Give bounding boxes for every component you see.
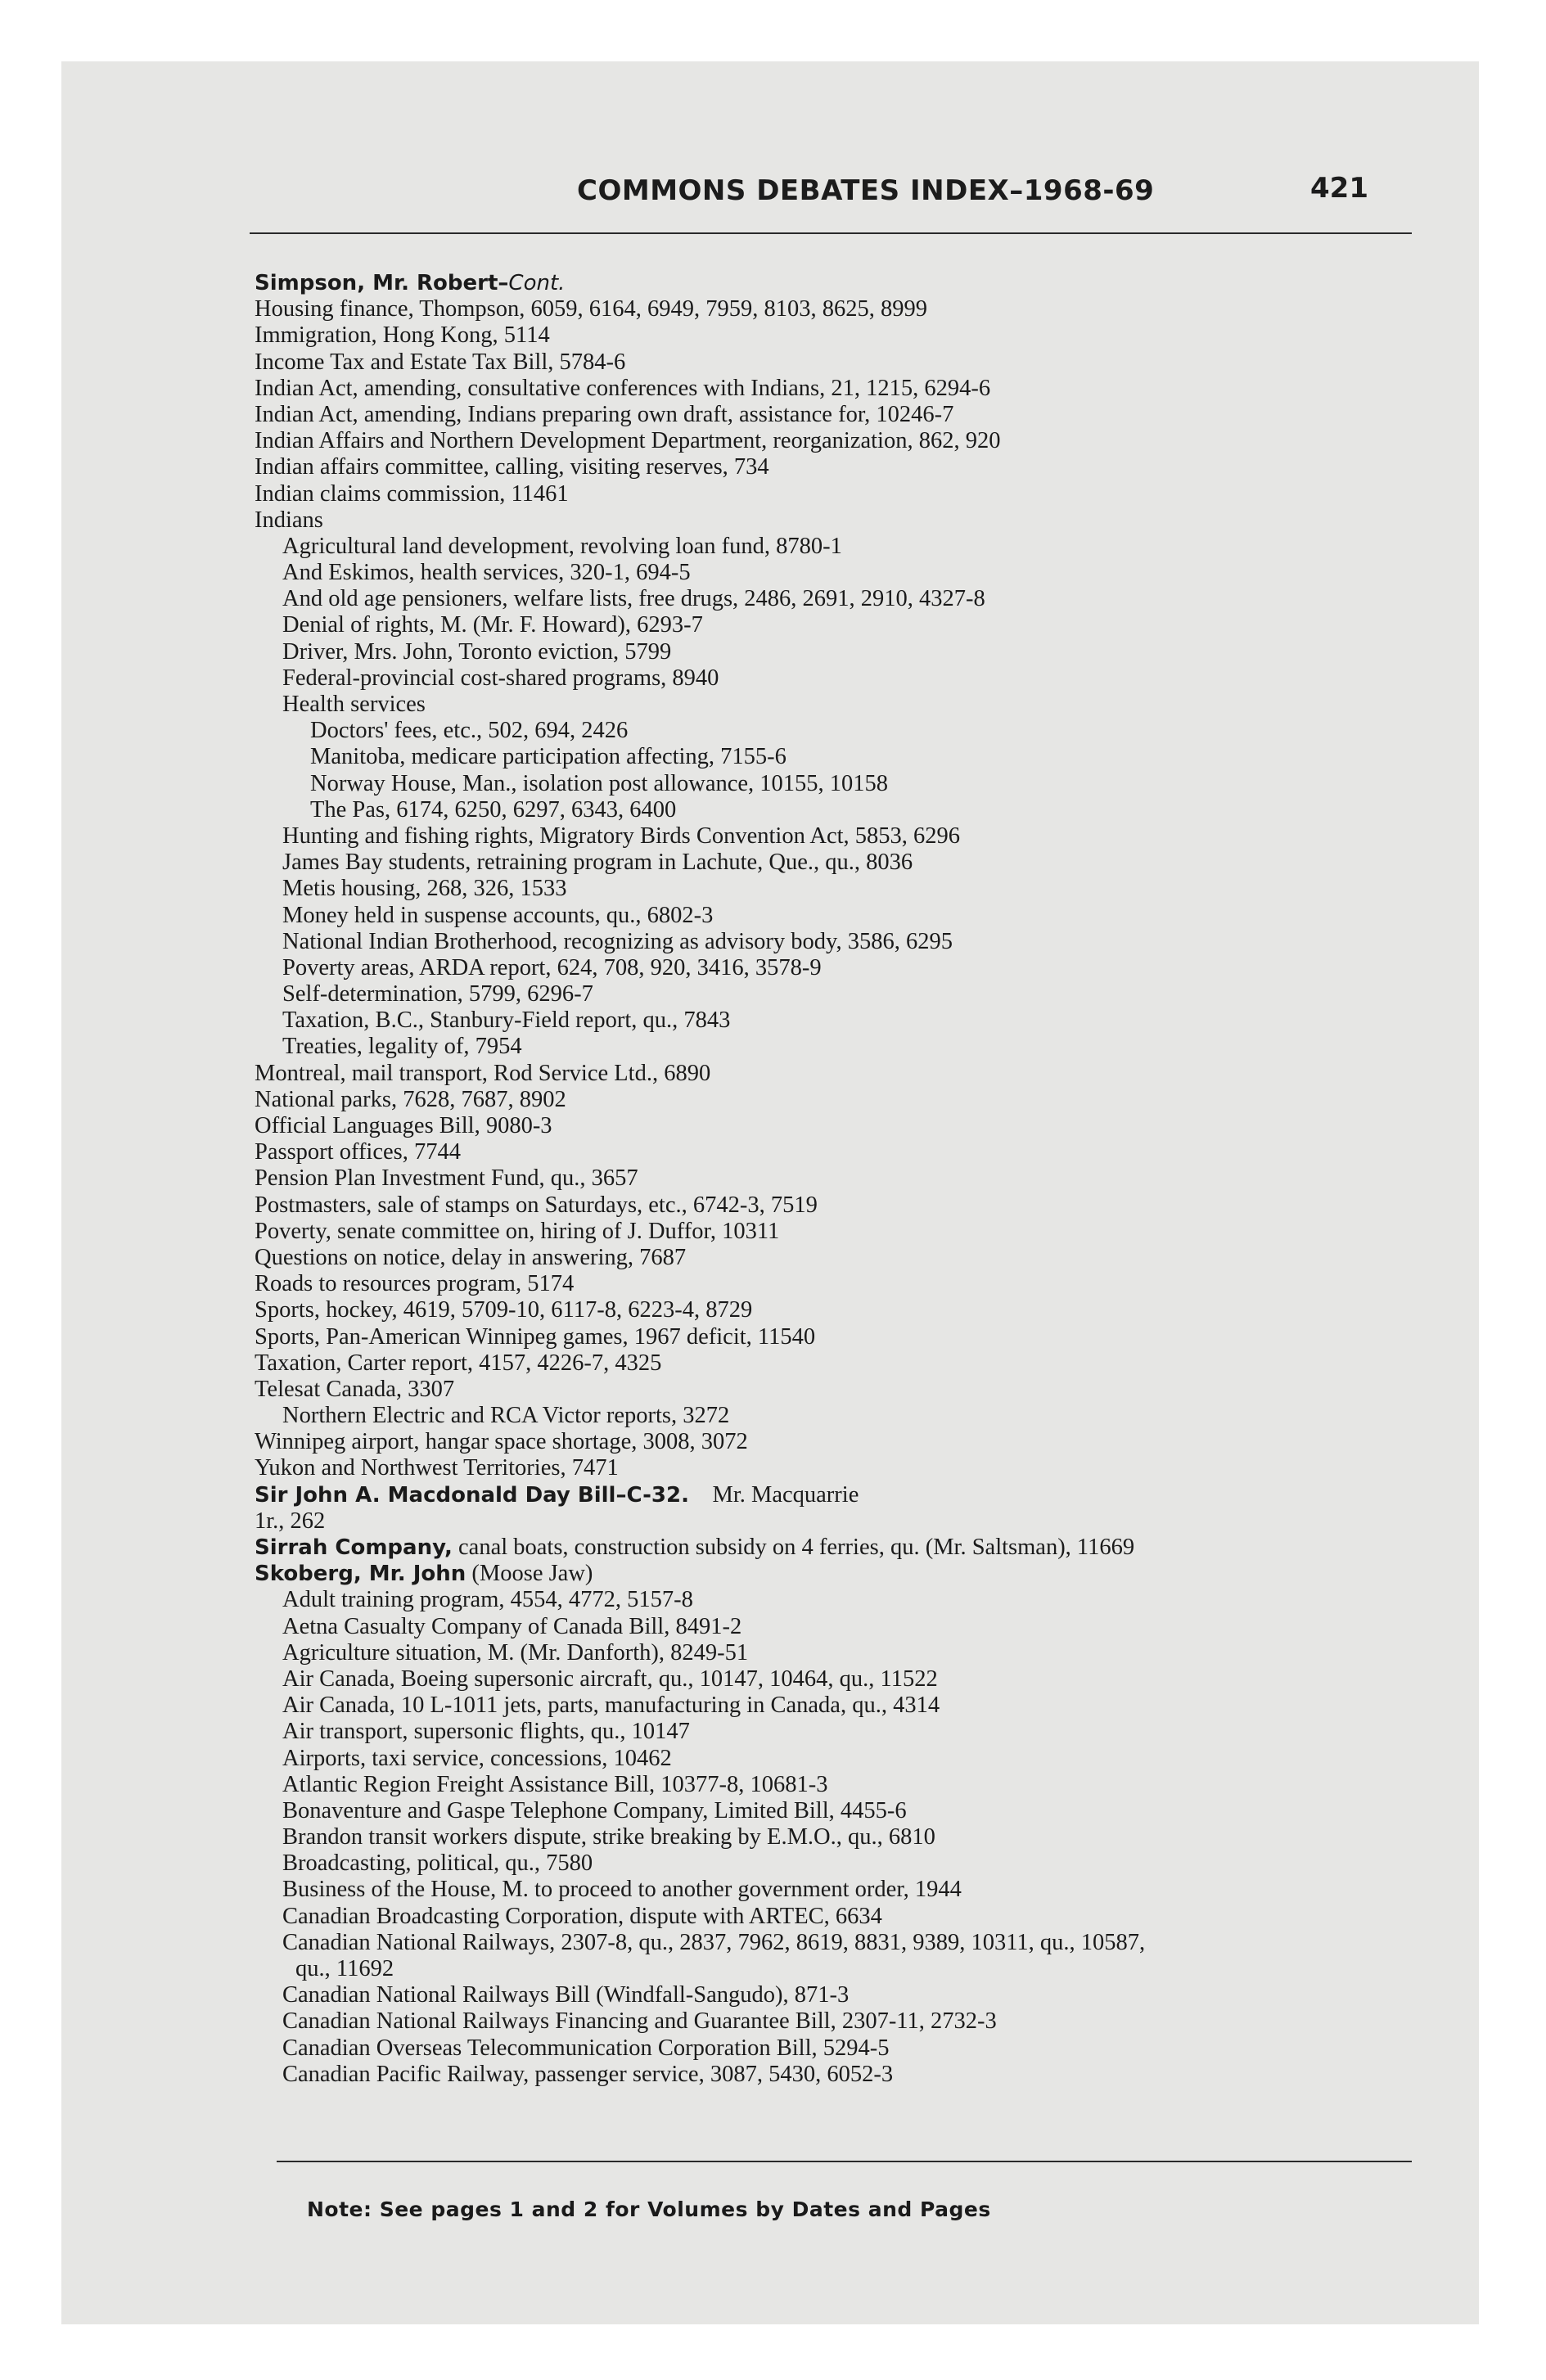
page-header-title: COMMONS DEBATES INDEX–1968-69	[577, 174, 1155, 207]
index-subentry: Canadian National Railways Bill (Windfall-Sangudo), 871-3	[282, 1982, 850, 2008]
index-subentry: Self-determination, 5799, 6296-7	[282, 981, 593, 1007]
index-subentry: Canadian National Railways, 2307-8, qu., 2837, 7962, 8619, 8831, 9389, 10311, qu., 10587,	[282, 1929, 1146, 1955]
index-entry: Indian claims commission, 11461	[255, 480, 569, 507]
index-entry: Official Languages Bill, 9080-3	[255, 1113, 552, 1138]
index-entry: Questions on notice, delay in answering, 7687	[255, 1244, 687, 1270]
index-subsubentry: Manitoba, medicare participation affecting, 7155-6	[310, 744, 787, 770]
index-entry: Poverty, senate committee on, hiring of J. Duffor, 10311	[255, 1218, 780, 1244]
index-subentry: Driver, Mrs. John, Toronto eviction, 5799	[282, 638, 672, 665]
index-entry: Yukon and Northwest Territories, 7471	[255, 1455, 619, 1481]
index-subsubentry: Norway House, Man., isolation post allowance, 10155, 10158	[310, 770, 889, 796]
index-subentry: Money held in suspense accounts, qu., 6802-3	[282, 902, 714, 928]
index-subentry: Taxation, B.C., Stanbury-Field report, qu., 7843	[282, 1007, 731, 1034]
index-entries	[255, 270, 1433, 2088]
index-subentry: Business of the House, M. to proceed to another government order, 1944	[282, 1877, 962, 1903]
index-subentry: Federal-provincial cost-shared programs, 8940	[282, 665, 719, 691]
index-subentry: Canadian Pacific Railway, passenger service, 3087, 5430, 6052-3	[282, 2061, 894, 2087]
index-entry: Taxation, Carter report, 4157, 4226-7, 4325	[255, 1350, 662, 1376]
index-entry: Indian affairs committee, calling, visiting reserves, 734	[255, 454, 769, 480]
index-subentry: Air Canada, Boeing supersonic aircraft, qu., 10147, 10464, qu., 11522	[282, 1666, 938, 1692]
index-subentry: Air transport, supersonic flights, qu., 10147	[282, 1719, 690, 1745]
index-subentry: Denial of rights, M. (Mr. F. Howard), 6293-7	[282, 612, 703, 638]
index-subentry: National Indian Brotherhood, recognizing as advisory body, 3586, 6295	[282, 928, 953, 954]
index-entry: 1r., 262	[255, 1508, 326, 1534]
index-entry: Montreal, mail transport, Rod Service Ltd., 6890	[255, 1060, 711, 1086]
heading-detail: canal boats, construction subsidy on 4 ferries, qu. (Mr. Saltsman), 11669	[458, 1535, 1135, 1560]
index-subsubentry: Doctors' fees, etc., 502, 694, 2426	[310, 718, 629, 744]
index-subentry: Broadcasting, political, qu., 7580	[282, 1850, 593, 1877]
index-heading-sirrah	[255, 1535, 1433, 1561]
index-subentry: Canadian Overseas Telecommunication Corporation Bill, 5294-5	[282, 2035, 890, 2061]
index-subentry: Bonaventure and Gaspe Telephone Company, Limited Bill, 4455-6	[282, 1797, 907, 1823]
index-entry: Telesat Canada, 3307	[255, 1376, 455, 1402]
index-subentry: Health services	[282, 692, 426, 717]
index-subentry: And Eskimos, health services, 320-1, 694-5	[282, 560, 691, 586]
index-subentry: Agriculture situation, M. (Mr. Danforth), 8249-51	[282, 1639, 749, 1666]
index-entry: Winnipeg airport, hangar space shortage, 3008, 3072	[255, 1429, 748, 1455]
index-entry: Housing finance, Thompson, 6059, 6164, 6949, 7959, 8103, 8625, 8999	[255, 296, 927, 322]
index-entry: Indian Act, amending, consultative conferences with Indians, 21, 1215, 6294-6	[255, 375, 991, 401]
index-heading-simpson	[255, 270, 1433, 296]
index-entry: Sports, Pan-American Winnipeg games, 1967 deficit, 11540	[255, 1323, 816, 1350]
index-entry: Indians	[255, 507, 323, 533]
footer-rule	[277, 2161, 1412, 2162]
index-subentry: Treaties, legality of, 7954	[282, 1034, 522, 1060]
index-subentry: Poverty areas, ARDA report, 624, 708, 920, 3416, 3578-9	[282, 954, 822, 980]
index-subentry: Aetna Casualty Company of Canada Bill, 8491-2	[282, 1613, 742, 1639]
index-subentry: Northern Electric and RCA Victor reports, 3272	[282, 1403, 730, 1429]
index-entry: Pension Plan Investment Fund, qu., 3657	[255, 1165, 638, 1192]
heading-name: Simpson, Mr. Robert–	[255, 271, 509, 295]
index-subentry: Atlantic Region Freight Assistance Bill, 10377-8, 10681-3	[282, 1771, 828, 1797]
index-entry: Income Tax and Estate Tax Bill, 5784-6	[255, 349, 626, 375]
header-rule	[250, 232, 1412, 234]
index-subentry: James Bay students, retraining program in Lachute, Que., qu., 8036	[282, 850, 913, 876]
index-subentry: And old age pensioners, welfare lists, free drugs, 2486, 2691, 2910, 4327-8	[282, 586, 985, 612]
heading-name: Skoberg, Mr. John	[255, 1562, 467, 1587]
index-subentry: Adult training program, 4554, 4772, 5157-8	[282, 1587, 693, 1613]
heading-detail: (Moose Jaw)	[471, 1561, 593, 1587]
index-subentry: Air Canada, 10 L-1011 jets, parts, manufacturing in Canada, qu., 4314	[282, 1693, 940, 1719]
index-subentry: Agricultural land development, revolving loan fund, 8780-1	[282, 533, 842, 559]
heading-detail: Mr. Macquarrie	[712, 1481, 859, 1508]
index-entry: Indian Act, amending, Indians preparing own draft, assistance for, 10246-7	[255, 401, 954, 427]
index-subentry: Brandon transit workers dispute, strike breaking by E.M.O., qu., 6810	[282, 1824, 935, 1850]
page-number: 421	[1310, 172, 1368, 205]
document-page	[61, 61, 1479, 2324]
index-subentry-continuation: qu., 11692	[295, 1956, 394, 1981]
index-subentry: Airports, taxi service, concessions, 10462	[282, 1745, 672, 1771]
index-subentry: Canadian National Railways Financing and Guarantee Bill, 2307-11, 2732-3	[282, 2008, 997, 2035]
index-subentry: Hunting and fishing rights, Migratory Birds Convention Act, 5853, 6296	[282, 823, 961, 849]
index-subentry: Canadian Broadcasting Corporation, dispute with ARTEC, 6634	[282, 1903, 882, 1929]
index-entry: Sports, hockey, 4619, 5709-10, 6117-8, 6223-4, 8729	[255, 1297, 753, 1323]
index-heading-sir-john	[255, 1482, 1433, 1508]
index-entry: Immigration, Hong Kong, 5114	[255, 322, 550, 349]
index-entry: Postmasters, sale of stamps on Saturdays, etc., 6742-3, 7519	[255, 1192, 818, 1218]
index-subentry: Metis housing, 268, 326, 1533	[282, 876, 567, 902]
footer-note: Note: See pages 1 and 2 for Volumes by Dates and Pages	[307, 2197, 991, 2221]
index-entry: Passport offices, 7744	[255, 1139, 461, 1165]
heading-name: Sir John A. Macdonald Day Bill–C-32.	[255, 1482, 689, 1508]
index-heading-skoberg	[255, 1561, 1433, 1587]
index-entry: Indian Affairs and Northern Development Department, reorganization, 862, 920	[255, 428, 1001, 454]
heading-cont: Cont.	[508, 271, 566, 295]
index-subsubentry: The Pas, 6174, 6250, 6297, 6343, 6400	[310, 796, 677, 823]
heading-name: Sirrah Company,	[255, 1535, 453, 1560]
index-entry: National parks, 7628, 7687, 8902	[255, 1086, 566, 1112]
index-entry: Roads to resources program, 5174	[255, 1271, 575, 1297]
